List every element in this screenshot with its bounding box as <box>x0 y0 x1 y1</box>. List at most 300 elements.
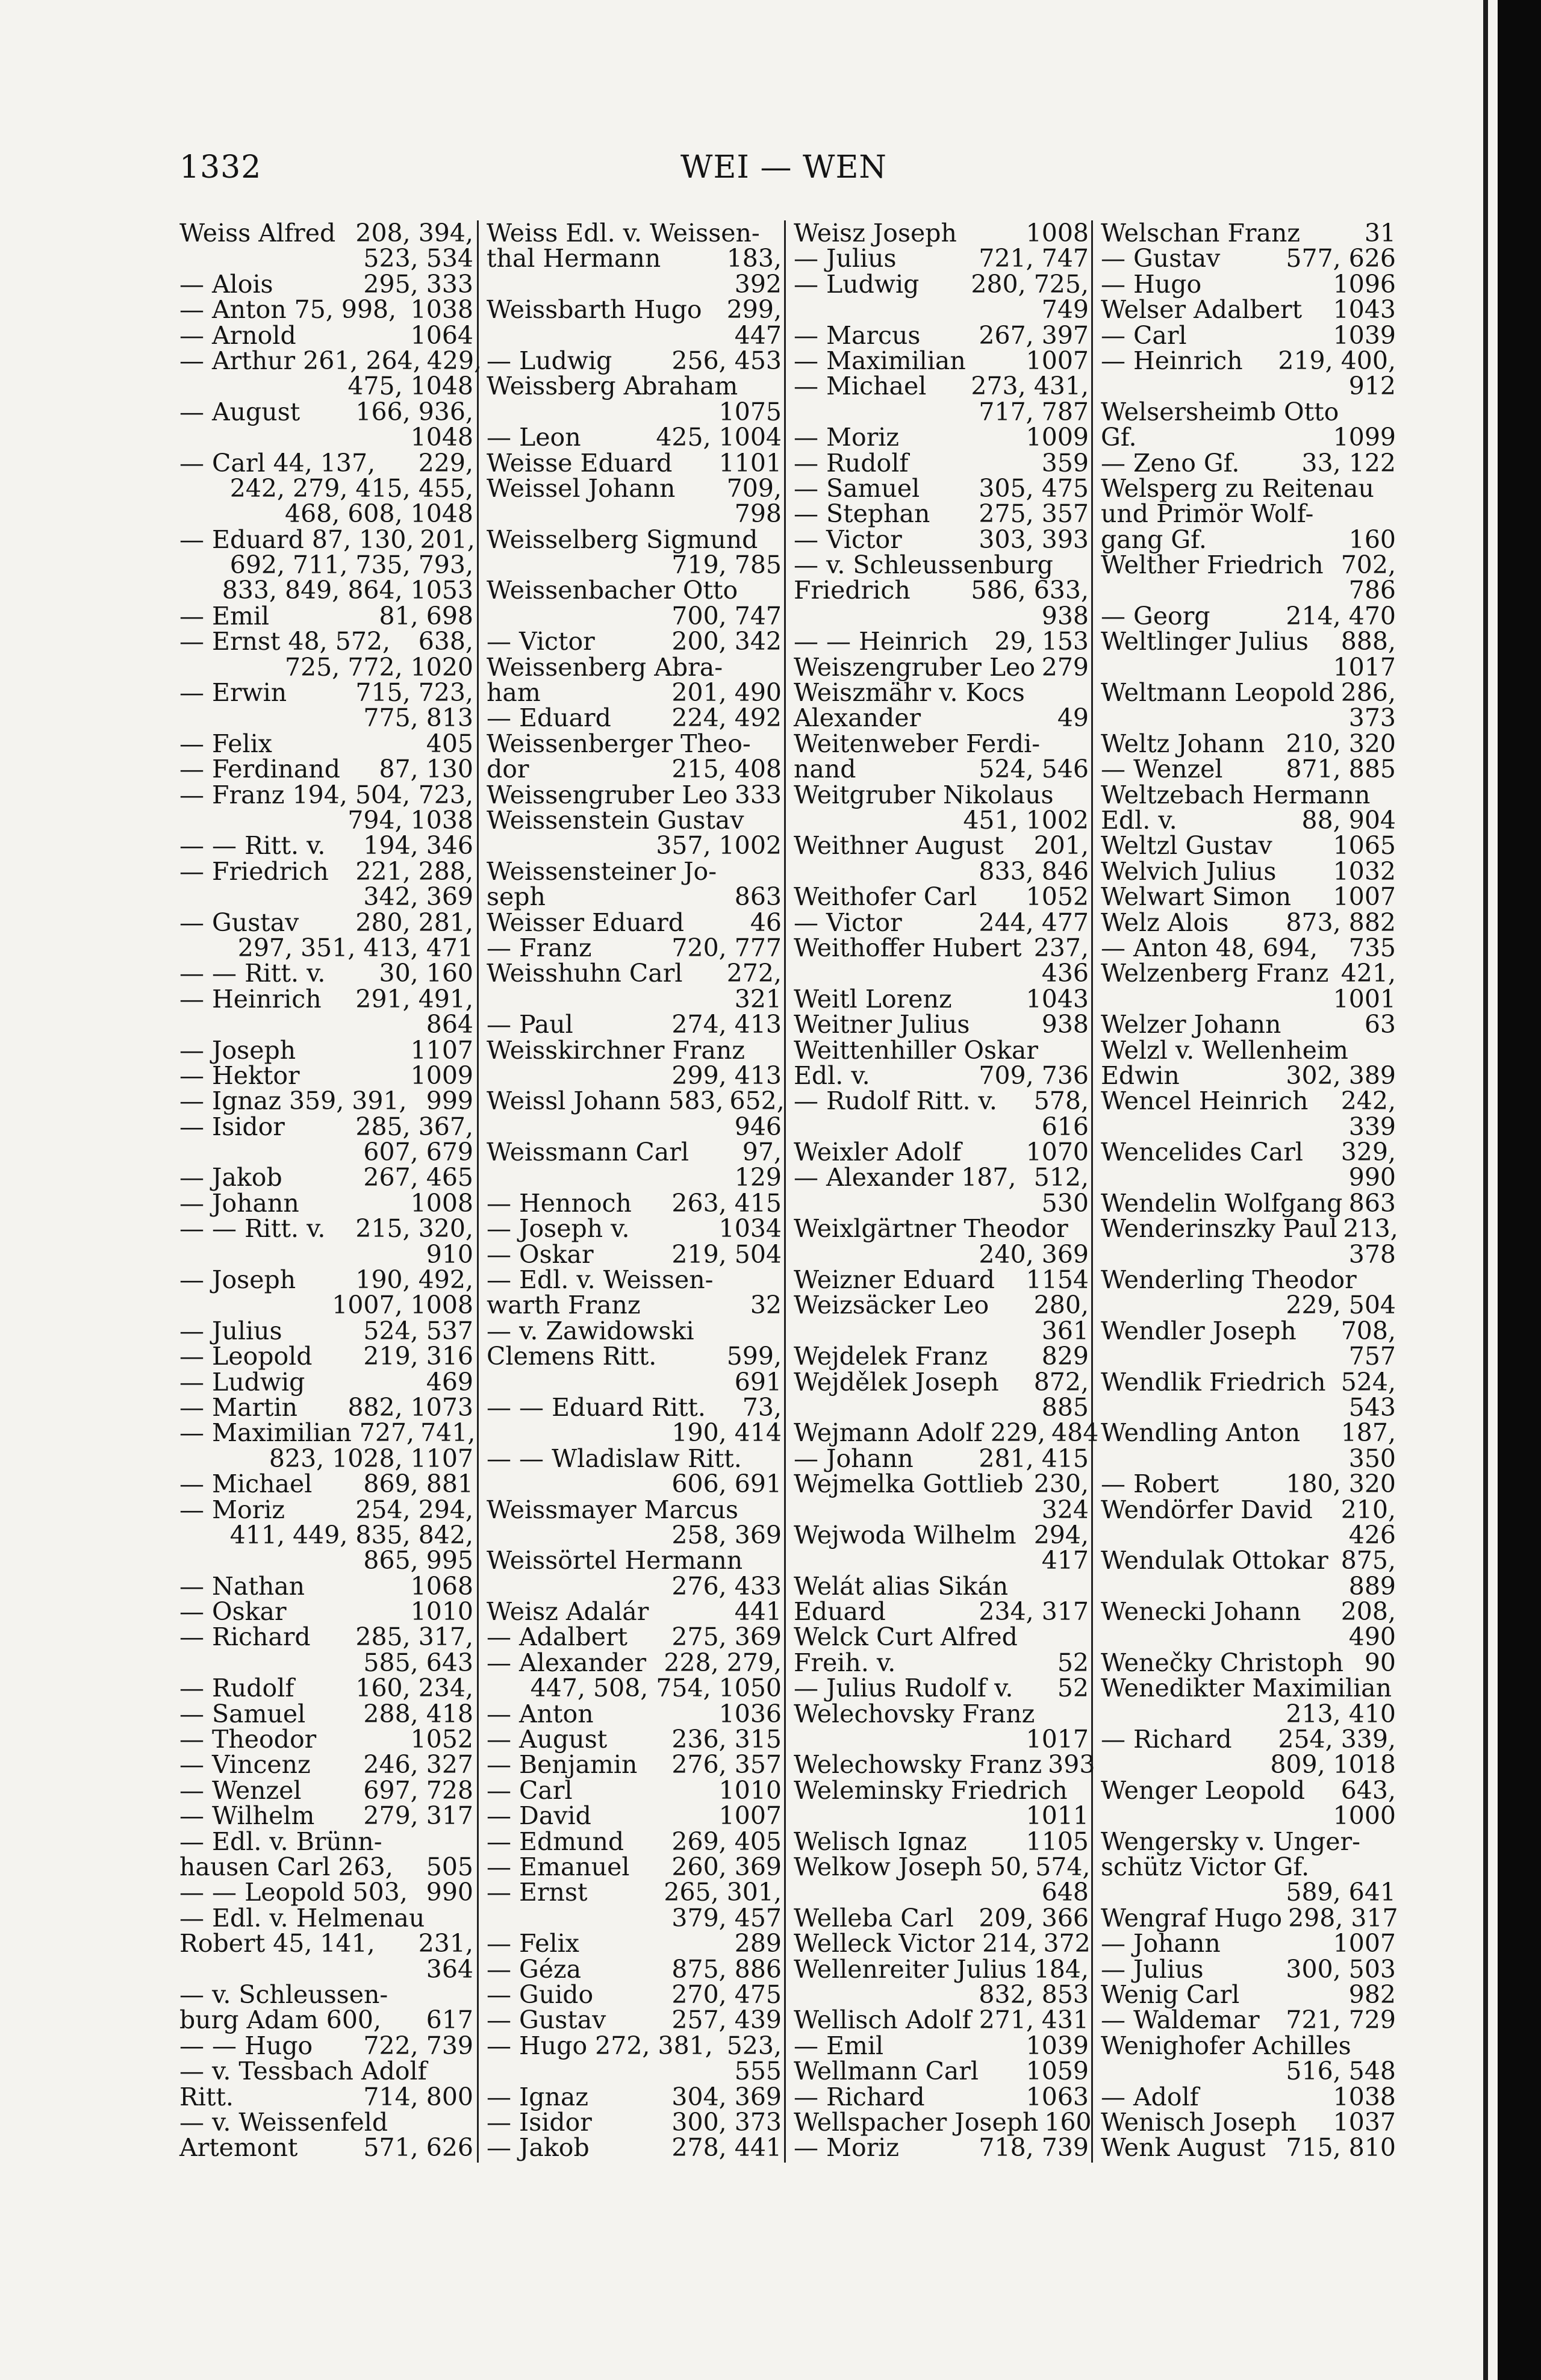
entry-pages: 468, 608, 1048 <box>285 499 473 529</box>
entry-pages: 1052 <box>1026 882 1089 912</box>
entry-name: — Ernst <box>487 1878 588 1907</box>
entry-pages: 1063 <box>1026 2082 1089 2111</box>
index-entry <box>487 1650 782 1675</box>
entry-name: — Edl. v. Weissen- <box>487 1265 714 1295</box>
entry-pages: 32 <box>750 1291 782 1320</box>
entry-name: — Edmund <box>487 1827 624 1856</box>
entry-pages: 436 <box>1041 959 1089 988</box>
index-entry <box>487 1880 782 1905</box>
index-entry <box>179 1265 473 1295</box>
entry-name: Wenečky Christoph <box>1101 1648 1344 1677</box>
entry-name: — David <box>487 1801 591 1831</box>
index-entry <box>487 1165 782 1190</box>
entry-name: nand <box>794 755 856 784</box>
entry-pages: 1105 <box>1026 1827 1089 1856</box>
entry-pages: 638, <box>418 627 473 656</box>
entry-pages: 372 <box>1043 1929 1091 1958</box>
entry-pages: 280, <box>1033 1291 1089 1320</box>
entry-pages: 1017 <box>1026 1725 1089 1754</box>
entry-name: Wenedikter Maximilian <box>1101 1674 1392 1703</box>
entry-pages: 201, <box>1033 831 1089 861</box>
entry-name: Weizsäcker Leo <box>794 1291 989 1320</box>
entry-pages: 721, 729 <box>1286 2005 1396 2035</box>
index-entry <box>1101 1344 1396 1369</box>
index-entry <box>1101 1035 1396 1065</box>
entry-pages: 938 <box>1041 1010 1089 1039</box>
entry-pages: 1038 <box>1333 2082 1396 2111</box>
entry-pages: 523, 534 <box>363 244 473 273</box>
index-entry <box>1101 320 1396 350</box>
entry-name: — — Ritt. v. <box>179 959 326 988</box>
entry-name: Weisshuhn Carl <box>487 959 683 988</box>
entry-pages: 1032 <box>1333 856 1396 886</box>
index-entry <box>179 373 473 399</box>
index-entry <box>1101 2058 1396 2084</box>
entry-name: Weiss Edl. v. Weissen- <box>487 219 760 248</box>
entry-name: Wenecki Johann <box>1101 1597 1301 1627</box>
entry-pages: 823, 1028, 1107 <box>269 1444 473 1473</box>
entry-pages: 342, 369 <box>363 882 473 912</box>
index-entry <box>179 1597 473 1627</box>
index-entry <box>487 1035 782 1065</box>
entry-pages: 1010 <box>718 1775 782 1805</box>
entry-pages: 523, <box>726 2031 782 2060</box>
entry-name: Weisse Eduard <box>487 448 673 478</box>
index-entry <box>487 373 782 399</box>
index-entry <box>487 1931 782 1956</box>
index-entry <box>487 2107 782 2137</box>
entry-pages: 990 <box>1348 1163 1396 1192</box>
entry-name: Edl. v. <box>1101 805 1177 835</box>
index-entry <box>179 1471 473 1497</box>
index-entry <box>487 1063 782 1088</box>
entry-pages: 411, 449, 835, 842, <box>229 1520 473 1550</box>
entry-pages: 882, 1073 <box>347 1392 473 1422</box>
index-entry <box>487 2133 782 2163</box>
entry-name: gang Gf. <box>1101 525 1207 554</box>
entry-pages: 302, 389 <box>1286 1061 1396 1090</box>
index-entry <box>179 1239 473 1269</box>
entry-name: — Zeno Gf. <box>1101 448 1240 478</box>
index-entry <box>179 2033 473 2058</box>
index-entry <box>794 295 1089 325</box>
index-entry <box>794 399 1089 425</box>
entry-pages: 213, 410 <box>1286 1699 1396 1728</box>
entry-pages: 524, 546 <box>979 755 1089 784</box>
entry-pages: 1007, 1008 <box>332 1291 473 1320</box>
entry-pages: 718, 739 <box>979 2133 1089 2163</box>
index-entry <box>179 269 473 299</box>
index-entry <box>179 782 473 808</box>
index-entry <box>179 1905 473 1931</box>
entry-name: — Waldemar <box>1101 2005 1260 2035</box>
index-entry <box>179 1063 473 1088</box>
entry-pages: 281, 415 <box>979 1444 1089 1473</box>
index-entry <box>487 1701 782 1727</box>
entry-pages: 1007 <box>718 1801 782 1831</box>
entry-pages: 543 <box>1348 1392 1396 1422</box>
entry-name: — v. Zawidowski <box>487 1316 694 1345</box>
index-entry <box>1101 527 1396 552</box>
entry-pages: 865, 995 <box>363 1546 473 1575</box>
entry-name: Welleck Victor 214, <box>794 1929 1038 1958</box>
entry-name: Weiszmähr v. Kocs <box>794 678 1025 708</box>
entry-name: — — Ritt. v. <box>179 1214 326 1244</box>
index-entry <box>179 1775 473 1805</box>
index-entry <box>487 2007 782 2033</box>
index-entry <box>179 450 473 476</box>
entry-pages: 201, 490 <box>671 678 782 708</box>
index-entry <box>487 1369 782 1395</box>
entry-pages: 475, 1048 <box>347 372 473 401</box>
entry-name: — Leon <box>487 423 581 452</box>
index-entry <box>794 2084 1089 2110</box>
index-entry <box>487 961 782 986</box>
index-entry <box>487 1571 782 1601</box>
entry-name: Wendelin Wolfgang <box>1101 1188 1343 1218</box>
entry-pages: 524, 537 <box>363 1316 473 1345</box>
index-entry <box>794 629 1089 654</box>
index-entry <box>1101 629 1396 654</box>
entry-pages: 889 <box>1348 1571 1396 1601</box>
index-entry <box>487 2084 782 2110</box>
index-entry <box>487 986 782 1012</box>
index-entry <box>794 1165 1089 1190</box>
entry-pages: 490 <box>1348 1622 1396 1652</box>
entry-name: — Ferdinand <box>179 755 340 784</box>
entry-name: — Wenzel <box>179 1775 302 1805</box>
entry-name: Weissengruber Leo <box>487 780 728 809</box>
index-entry <box>794 2058 1089 2084</box>
entry-name: Weisskirchner Franz <box>487 1035 745 1065</box>
entry-pages: 1007 <box>1333 882 1396 912</box>
index-entry <box>794 1905 1089 1931</box>
entry-name: Welechovsky Franz <box>794 1699 1035 1728</box>
index-entry <box>179 1954 473 1984</box>
entry-name: Wejmann Adolf 229, <box>794 1418 1046 1448</box>
entry-pages: 571, 626 <box>363 2133 473 2163</box>
entry-pages: 1039 <box>1333 320 1396 350</box>
entry-pages: 708, <box>1340 1316 1396 1345</box>
entry-name: — Hennoch <box>487 1188 632 1218</box>
entry-name: Weltlinger Julius <box>1101 627 1309 656</box>
entry-name: — Joseph <box>179 1035 296 1065</box>
index-entry <box>487 1292 782 1318</box>
index-entry <box>794 1114 1089 1139</box>
index-entry <box>794 1392 1089 1422</box>
index-entry <box>487 246 782 271</box>
index-entry <box>1101 986 1396 1012</box>
entry-name: Alexander <box>794 703 921 733</box>
index-entry <box>179 1650 473 1675</box>
entry-pages: 910 <box>426 1239 473 1269</box>
entry-name: Weittenhiller Oskar <box>794 1035 1038 1065</box>
entry-name: — Emil <box>179 601 270 631</box>
entry-name: — Ignaz 359, 391, <box>179 1086 407 1116</box>
entry-pages: 1011 <box>1026 1801 1089 1831</box>
entry-name: — Hugo 272, 381, <box>487 2031 713 2060</box>
index-entry <box>1101 1954 1396 1984</box>
index-entry <box>179 1931 473 1956</box>
index-entry <box>487 1392 782 1422</box>
index-entry <box>794 220 1089 246</box>
index-entry <box>1101 1369 1396 1395</box>
entry-pages: 278, 441 <box>671 2133 782 2163</box>
entry-name: Weiss Alfred <box>179 219 336 248</box>
index-entry <box>179 473 473 503</box>
entry-pages: 606, 691 <box>671 1469 782 1499</box>
index-entry <box>487 756 782 782</box>
entry-pages: 431 <box>1041 2005 1089 2035</box>
index-entry <box>1101 1088 1396 1114</box>
index-entry <box>487 1214 782 1244</box>
entry-pages: 260, 369 <box>671 1852 782 1881</box>
entry-pages: 52 <box>1057 1648 1089 1677</box>
entry-name: — Julius Rudolf v. <box>794 1674 1013 1703</box>
entry-pages: 1000 <box>1333 1801 1396 1831</box>
entry-pages: 305, 475 <box>979 473 1089 503</box>
entry-pages: 215, 320, <box>355 1214 473 1244</box>
entry-name: Wenderinszky Paul <box>1101 1214 1337 1244</box>
entry-pages: 720, 777 <box>671 933 782 962</box>
index-entry <box>1101 1701 1396 1727</box>
index-entry <box>179 731 473 756</box>
entry-name: — Rudolf <box>179 1674 294 1703</box>
entry-pages: 1154 <box>1026 1265 1089 1295</box>
entry-name: — Felix <box>179 729 272 758</box>
index-entry <box>1101 1548 1396 1573</box>
entry-pages: 160 <box>1348 525 1396 554</box>
index-entry <box>179 1344 473 1369</box>
index-entry <box>1101 1931 1396 1956</box>
entry-name: Wenig Carl <box>1101 1980 1240 2009</box>
index-entry <box>1101 1675 1396 1701</box>
index-entry <box>794 1063 1089 1088</box>
index-entry <box>1101 678 1396 708</box>
index-entry <box>1101 1392 1396 1422</box>
index-entry <box>1101 1905 1396 1931</box>
entry-pages: 213, <box>1343 1214 1398 1244</box>
entry-pages: 183, <box>726 244 782 273</box>
index-entry <box>794 2133 1089 2163</box>
index-entry <box>1101 1471 1396 1497</box>
entry-name: Weissenbacher Otto <box>487 576 738 605</box>
entry-pages: 794, 1038 <box>347 805 473 835</box>
entry-name: Weltmann Leopold <box>1101 678 1335 708</box>
entry-pages: 1007 <box>1026 346 1089 375</box>
entry-pages: 180, 320 <box>1286 1469 1396 1499</box>
entry-pages: 289 <box>734 1929 782 1958</box>
entry-pages: 240, 369 <box>979 1239 1089 1269</box>
index-entry <box>794 499 1089 529</box>
entry-name: — Jakob <box>487 2133 590 2163</box>
entry-pages: 160 <box>1044 2107 1092 2137</box>
index-entry <box>487 499 782 529</box>
index-entry <box>1101 2107 1396 2137</box>
index-entry <box>487 805 782 835</box>
index-entry <box>794 1829 1089 1854</box>
entry-pages: 875, <box>1340 1546 1396 1575</box>
index-entry <box>179 1571 473 1601</box>
entry-name: Welzenberg Franz <box>1101 959 1329 988</box>
entry-pages: 574, <box>1035 1852 1091 1881</box>
index-entry <box>1101 220 1396 246</box>
entry-pages: 194, 346 <box>363 831 473 861</box>
index-entry <box>1101 1571 1396 1601</box>
index-entry <box>794 246 1089 271</box>
entry-name: Wendörfer David <box>1101 1495 1313 1524</box>
entry-name: Wellenreiter Julius <box>794 1954 1027 1984</box>
index-entry <box>1101 578 1396 603</box>
entry-name: Edl. v. <box>794 1061 870 1090</box>
entry-pages: 1008 <box>410 1188 473 1218</box>
index-entry <box>1101 399 1396 425</box>
entry-pages: 512, <box>1033 1163 1089 1192</box>
index-entry <box>487 1982 782 2007</box>
entry-name: — August <box>179 397 300 426</box>
index-entry <box>794 652 1089 682</box>
entry-name: — Martin <box>179 1392 298 1422</box>
entry-name: — Carl <box>1101 320 1187 350</box>
index-entry <box>179 1727 473 1752</box>
index-entry <box>1101 2033 1396 2058</box>
entry-pages: 279 <box>1041 652 1089 682</box>
index-entry <box>179 578 473 603</box>
entry-name: — Isidor <box>179 1112 285 1141</box>
index-entry <box>179 1369 473 1395</box>
index-entry <box>794 756 1089 782</box>
entry-name: Welser Adalbert <box>1101 295 1303 325</box>
index-entry <box>179 986 473 1012</box>
index-entry <box>487 1446 782 1471</box>
entry-pages: 864 <box>426 1010 473 1039</box>
entry-name: — Richard <box>1101 1725 1232 1754</box>
entry-name: Weissörtel Hermann <box>487 1546 743 1575</box>
entry-name: Wengraf Hugo <box>1101 1903 1283 1933</box>
index-entry <box>487 678 782 708</box>
entry-name: — Vincenz <box>179 1750 311 1780</box>
entry-pages: 888, <box>1340 627 1396 656</box>
entry-pages: 219, 504 <box>671 1239 782 1269</box>
index-entry <box>179 1418 476 1448</box>
entry-name: — Friedrich <box>179 856 329 886</box>
entry-pages: 295, 333 <box>363 269 473 299</box>
entry-name: — Erwin <box>179 678 287 708</box>
entry-pages: 229, 504 <box>1286 1291 1396 1320</box>
index-entry <box>1101 1622 1396 1652</box>
index-entry <box>1101 1188 1396 1218</box>
index-column-1 <box>179 219 482 2163</box>
entry-pages: 871, 885 <box>1286 755 1396 784</box>
index-entry <box>179 552 473 578</box>
entry-pages: 484 <box>1051 1418 1099 1448</box>
entry-pages: 280, 281, <box>355 908 473 937</box>
entry-pages: 209, 366 <box>979 1903 1089 1933</box>
scan-edge-border <box>1498 0 1541 2380</box>
index-entry <box>179 603 473 629</box>
entry-name: Welisch Ignaz <box>794 1827 967 1856</box>
entry-pages: 1009 <box>410 1061 473 1090</box>
index-entry <box>1101 1292 1396 1318</box>
entry-pages: 285, 367, <box>355 1112 473 1141</box>
entry-name: Welsersheimb Otto <box>1101 397 1339 426</box>
index-entry <box>1101 269 1396 299</box>
entry-pages: 451, 1002 <box>963 805 1089 835</box>
index-entry <box>179 1165 473 1190</box>
index-entry <box>179 961 473 986</box>
entry-pages: 29, 153 <box>994 627 1089 656</box>
entry-pages: 1052 <box>410 1725 473 1754</box>
entry-pages: 267, 397 <box>979 320 1089 350</box>
entry-pages: 254, 294, <box>355 1495 473 1524</box>
index-entry <box>794 552 1089 578</box>
entry-pages: 87, 130 <box>379 755 473 784</box>
entry-pages: 378 <box>1348 1239 1396 1269</box>
entry-pages: 589, 641 <box>1286 1878 1396 1907</box>
entry-name: — Victor <box>794 525 902 554</box>
entry-name: Wencelides Carl <box>1101 1138 1304 1167</box>
entry-pages: 425, 1004 <box>656 423 782 452</box>
entry-pages: 447, 508, 754, 1050 <box>530 1674 782 1703</box>
index-entry <box>179 2007 473 2033</box>
index-entry <box>794 1265 1089 1295</box>
index-entry <box>179 1548 473 1573</box>
entry-name: Wenger Leopold <box>1101 1775 1306 1805</box>
index-entry <box>794 856 1089 886</box>
entry-pages: 269, 405 <box>671 1827 782 1856</box>
entry-name: — Richard <box>794 2082 925 2111</box>
index-entry <box>794 2107 1092 2137</box>
entry-pages: 275, 369 <box>671 1622 782 1652</box>
index-entry <box>179 1214 473 1244</box>
index-entry <box>487 1750 782 1780</box>
index-column-2 <box>487 219 785 2163</box>
entry-name: Welleba Carl <box>794 1903 954 1933</box>
entry-pages: 210, 320 <box>1286 729 1396 758</box>
index-entry <box>487 220 782 246</box>
index-entry <box>794 1012 1089 1037</box>
entry-name: — Theodor <box>179 1725 317 1754</box>
index-entry <box>487 831 782 861</box>
entry-pages: 585, 643 <box>363 1648 473 1677</box>
index-entry <box>179 856 473 886</box>
index-entry <box>179 2084 473 2110</box>
entry-pages: 1038 <box>410 295 473 325</box>
entry-pages: 429, <box>426 346 482 375</box>
entry-pages: 1064 <box>410 320 473 350</box>
entry-name: Welther Friedrich <box>1101 550 1324 580</box>
entry-pages: 246, 327 <box>363 1750 473 1780</box>
entry-name: Wendlik Friedrich <box>1101 1367 1326 1397</box>
page-number: 1332 <box>179 149 262 185</box>
entry-pages: 256, 453 <box>671 346 782 375</box>
index-entry <box>1101 1750 1396 1780</box>
index-entry <box>1101 1012 1396 1037</box>
index-entry <box>794 1188 1089 1218</box>
index-entry <box>487 1801 782 1831</box>
entry-name: — Johann <box>794 1444 914 1473</box>
entry-pages: 267, 465 <box>363 1163 473 1192</box>
entry-name: Weixlgärtner Theodor <box>794 1214 1068 1244</box>
index-entry <box>179 756 473 782</box>
index-entry <box>1101 782 1396 808</box>
entry-name: burg Adam 600, <box>179 2005 382 2035</box>
index-entry <box>1101 1165 1396 1190</box>
entry-pages: 88, 904 <box>1301 805 1396 835</box>
index-entry <box>487 1265 782 1295</box>
index-entry <box>179 1318 473 1344</box>
index-entry <box>1101 935 1396 961</box>
